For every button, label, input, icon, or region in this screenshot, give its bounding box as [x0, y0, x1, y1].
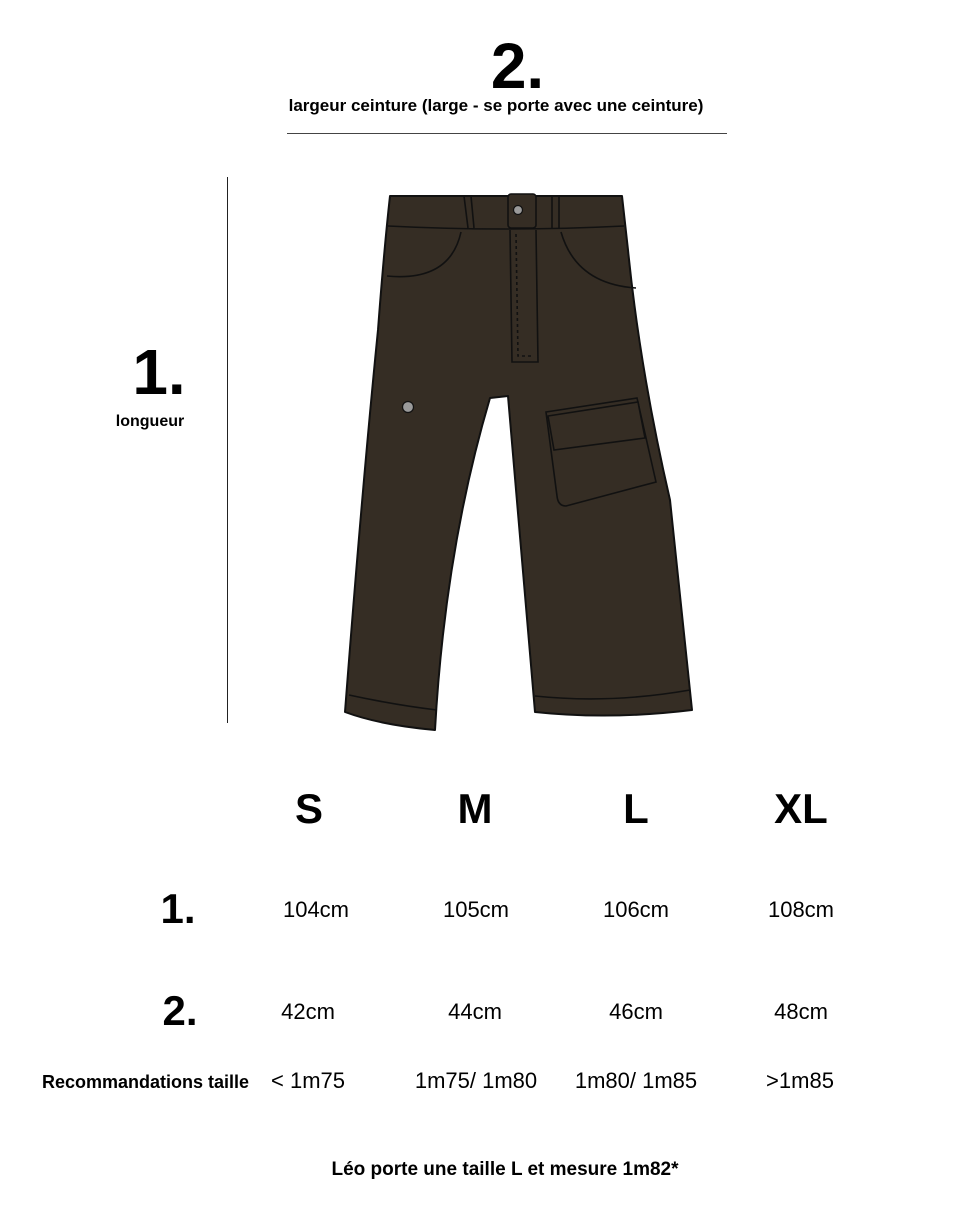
width-measure-number: 2.: [490, 30, 545, 102]
length-value-s: 104cm: [282, 897, 350, 922]
width-measure-caption: largeur ceinture (large - se porte avec une ceinture): [288, 96, 704, 115]
row-label-length: 1.: [160, 885, 196, 932]
size-header-xl: XL: [774, 785, 828, 832]
width-value-m: 44cm: [448, 999, 502, 1024]
width-value-xl: 48cm: [774, 999, 828, 1024]
width-value-s: 42cm: [281, 999, 335, 1024]
row-label-width: 2.: [162, 987, 198, 1034]
model-footnote: Léo porte une taille L et mesure 1m82*: [331, 1159, 679, 1180]
width-measure-line: [287, 133, 727, 134]
recommendation-s: < 1m75: [271, 1068, 345, 1093]
size-header-l: L: [623, 785, 649, 832]
pants-illustration-icon: [340, 190, 700, 750]
recommendation-xl: >1m85: [766, 1068, 834, 1093]
width-value-l: 46cm: [609, 999, 663, 1024]
size-header-m: M: [457, 785, 493, 832]
length-value-l: 106cm: [602, 897, 670, 922]
recommendation-label: Recommandations taille: [42, 1072, 250, 1092]
length-value-xl: 108cm: [767, 897, 835, 922]
recommendation-l: 1m80/ 1m85: [574, 1068, 698, 1093]
length-value-m: 105cm: [442, 897, 510, 922]
recommendation-m: 1m75/ 1m80: [414, 1068, 538, 1093]
length-measure-number: 1.: [132, 336, 186, 408]
length-measure-caption: longueur: [115, 413, 185, 430]
size-header-s: S: [294, 785, 323, 832]
length-measure-line: [227, 177, 228, 723]
